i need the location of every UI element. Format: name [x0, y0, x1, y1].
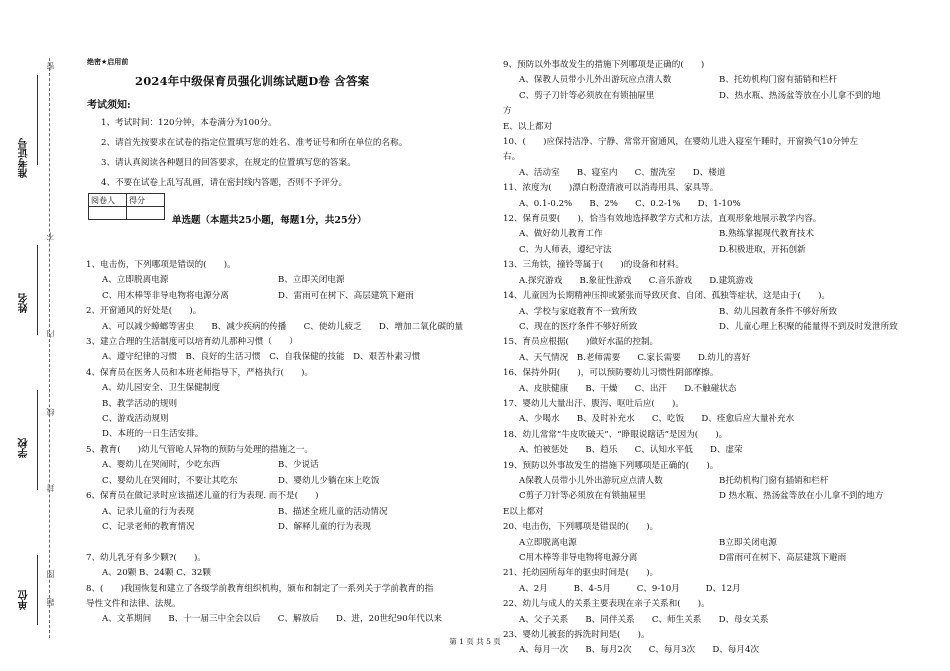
option-text: B.熟练掌握现代教育技术 [719, 229, 814, 240]
option-row: C、游戏活动规则 [102, 414, 169, 425]
question-line: 22、幼儿与成人的关系主要表现在亲子关系和( )。 [503, 599, 710, 610]
option-text: A、学校与家庭教育不一致所致 [519, 306, 637, 317]
unit-field-line[interactable] [37, 555, 39, 625]
question-line: 21、托幼园所每年的驱虫时间是( )。 [503, 568, 659, 579]
page-footer: 第 1 页 共 5 页 [449, 637, 501, 646]
right-question-column [503, 58, 898, 659]
option-row: A、天气情况 B.老师需要 C.家长需要 D.幼儿的喜好 [519, 352, 751, 363]
question-line: 12、保育员要( )，恰当有效地选择教学方式和方法，直观形象地展示教学内容。 [503, 214, 822, 225]
margin-tick: 内 [46, 330, 55, 338]
option-text: A、婴幼儿在哭闹时，少吃东西 [102, 460, 220, 471]
option-text: D、雷雨可在树下、高层建筑下避雨 [278, 290, 414, 301]
option-text: A、记录儿童的行为表现 [102, 506, 195, 517]
notice-heading: 考试须知: [87, 100, 131, 111]
option-row [503, 243, 898, 258]
option-row [503, 305, 898, 320]
question-line: 9、预防以外事故发生的措施下列哪项是正确的( ) [503, 60, 705, 70]
notice-list [101, 113, 407, 193]
score-table [88, 193, 165, 220]
question-line: 18、幼儿常常“牛皮吹破天”、“睁眼说瞎话”是因为( )。 [503, 429, 728, 440]
option-text: C、为人师表，遵纪守法 [519, 244, 612, 255]
option-text: D、儿童心理上积聚的能量得不到及时发泄所致 [719, 321, 898, 332]
option-text: D、解释儿童的行为表现 [278, 521, 371, 532]
option-text: A、立即脱离电源 [102, 275, 169, 286]
option-text: D.积极进取，开拓创新 [719, 244, 806, 255]
notice-item: 4、不要在试卷上乱写乱画，请在密封线内答题，否则不予评分。 [101, 178, 348, 188]
question-line: 17、婴幼儿大量出汗、腹泻、呕吐后应( )。 [503, 398, 684, 409]
question-line: 1、电击伤，下列哪项是错误的( )。 [86, 260, 236, 270]
exam-number-field-line[interactable] [37, 75, 39, 165]
binding-dashed-line [49, 58, 50, 638]
question-line: 16、保持外阴( )，可以预防婴幼儿习惯性阴部摩擦。 [503, 368, 719, 379]
option-text: A、保教人员带小儿外出游玩应点清人数 [519, 75, 672, 86]
option-row: A、2月 B、4-5月 C、9-10月 D、12月 [519, 583, 741, 594]
option-text: A保教人员带小儿外出游玩应点清人数 [519, 475, 663, 486]
option-text: C、现在的医疗条件不够好所致 [519, 321, 638, 332]
option-row [503, 227, 898, 242]
section-heading: 单选题（本题共25小题，每题1分，共25分） [172, 215, 367, 226]
margin-tick: 题 [46, 598, 55, 606]
option-row [503, 320, 898, 335]
margin-label-school: 学校 [19, 438, 30, 458]
option-row: A、父子关系 B、同伴关系 C、师生关系 D、母女关系 [519, 614, 769, 625]
grader-cell[interactable] [89, 207, 127, 220]
option-row [503, 489, 898, 504]
school-field-line[interactable] [37, 390, 39, 490]
question-line: E、以上都对 [503, 121, 553, 132]
option-row: A.探究游戏 B.象征性游戏 C.音乐游戏 D.建筑游戏 [519, 275, 753, 286]
option-text: D、婴幼儿少躺在床上吃饭 [278, 475, 380, 486]
option-row [86, 520, 463, 535]
option-row [503, 474, 898, 489]
option-text: B、幼儿园教育条件不够好所致 [719, 306, 838, 317]
question-line: 7、幼儿乳牙有多少颗?( )。 [86, 552, 206, 563]
option-text: B、描述全班儿童的活动情况 [278, 506, 388, 517]
margin-tick: 封 [46, 484, 55, 492]
option-row: A、可以减少蟑螂等害虫 B、减少疾病的传播 C、使幼儿疲乏 D、增加二氧化碳的量 [102, 321, 464, 332]
secret-mark: 绝密★启用前 [87, 58, 129, 66]
option-row [503, 536, 898, 551]
notice-item: 2、请首先按要求在试卷的指定位置填写您的姓名、准考证号和所在单位的名称。 [101, 138, 408, 148]
question-line: 13、三角铁，撞铃等属于( )的设备和材料。 [503, 260, 684, 271]
score-table-grader-header: 阅卷人 [89, 194, 127, 207]
score-cell[interactable] [127, 207, 165, 220]
option-text: D雷雨可在树下、高层建筑下避雨 [719, 553, 847, 563]
question-line: 8、( )我国恢复和建立了各级学前教育组织机构，颁布和制定了一系列关于学前教育的指 [86, 583, 434, 594]
option-text: B立即关闭电源 [719, 537, 777, 548]
notice-item: 1、考试时间：120分钟，本卷满分为100分。 [101, 118, 277, 128]
option-row [86, 458, 463, 473]
option-row: A、每月一次 B、每月2次 C、每月3次 D、每月4次 [519, 645, 760, 656]
option-text: D 热水瓶、热汤盆等放在小儿拿不到的地方 [719, 491, 884, 502]
option-text: B、少说话 [278, 460, 319, 471]
question-line [86, 535, 463, 550]
option-text: D、热水瓶、热汤盆等放在小儿拿不到的地 [719, 90, 881, 101]
option-row: A、幼儿园安全、卫生保健制度 [102, 383, 220, 394]
question-line: 2、开窗通风的好处是( )。 [86, 306, 202, 317]
option-row: A、怕被惩处 B、趋乐 C、认知水平低 D、虚荣 [519, 445, 743, 456]
question-line: 右。 [503, 152, 521, 163]
option-text: C、婴幼儿在哭闹时，不要让其吃东 [102, 475, 238, 486]
question-line: 20、电击伤，下列哪项是错误的( )。 [503, 522, 659, 533]
option-row [86, 474, 463, 489]
option-row [86, 273, 463, 288]
question-line: 23、婴幼儿被套的拆洗时间是( )。 [503, 630, 650, 641]
option-row: A、皮肤健康 B、干燥 C、出汗 D.不触碰状态 [519, 383, 737, 394]
margin-tick: 线 [46, 408, 55, 416]
question-line: 6、保育员在做记录时应该描述儿童的行为表现. 而不是( ) [86, 491, 319, 502]
notice-item: 3、请认真阅读各种题目的回答要求，在规定的位置填写您的答案。 [101, 158, 356, 168]
question-line: E以上都对 [503, 506, 544, 517]
option-text: A立即脱离电源 [519, 537, 577, 548]
question-line: 5、教育( )幼儿气管呛人异物的预防与处理的措施之一。 [86, 444, 314, 455]
question-line: 4、保育员在医务人员和本班老师指导下，严格执行( )。 [86, 367, 314, 378]
option-row [503, 89, 898, 104]
name-field-line[interactable] [37, 245, 39, 335]
question-line: 方 [503, 106, 512, 117]
option-text: C、记录老师的教育情况 [102, 521, 195, 532]
page-title: 2024年中级保育员强化训练试题D卷 含答案 [135, 74, 370, 88]
option-row: A、0.1-0.2% B、2% C、0.2-1% D、1-10% [519, 198, 741, 209]
question-line: 11、浓度为( )漂白粉澄清液可以消毒用具、家具等。 [503, 183, 719, 194]
left-question-column [86, 258, 463, 628]
option-row [86, 289, 463, 304]
question-line: 14、儿童因为长期精神压抑或紧张而导致厌食、自闭、孤独等症状，这是由于( )。 [503, 291, 831, 302]
option-row [503, 551, 898, 566]
option-row: A、少喝水 B、及时补充水 C、吃饭 D、痊愈后应大量补充水 [519, 414, 795, 425]
option-text: C、用木棒等非导电物将电源分离 [102, 290, 229, 301]
option-text: C用木棒等非导电物将电源分离 [519, 553, 638, 563]
margin-tick: 图 [46, 570, 55, 578]
option-text: C、剪子刀针等必须放在有锁抽屉里 [519, 90, 655, 101]
margin-label-name: 姓名 [19, 293, 30, 313]
option-row: A、文革期间 B、十一届三中全会以后 C、解放后 D、进，20世纪90年代以来 [102, 614, 443, 625]
question-line: 15、育员应根据( )做好水温的控制。 [503, 337, 659, 348]
option-row: A、遵守纪律的习惯 B、良好的生活习惯 C、自我保健的技能 D、艰苦朴素习惯 [102, 352, 421, 363]
option-row: D、本班的一日生活安排。 [102, 429, 204, 440]
question-line: 19、预防以外事故发生的措施下列哪项是正确的( )。 [503, 460, 719, 471]
option-text: B托幼机构门窗有插销和栏杆 [719, 475, 829, 486]
option-row: A、20颗 B、24颗 C、32颗 [102, 568, 211, 579]
question-line: 10、( )应保持洁净、宁静、常常开窗通风，在婴幼儿进入寝室午睡时，开窗换气10分钟左 [503, 137, 859, 148]
option-text: C剪子刀针等必须放在有锁抽屉里 [519, 491, 646, 502]
option-row [503, 73, 898, 88]
option-row: A、活动室 B、寝室内 C、盥洗室 D、楼道 [519, 167, 726, 178]
question-line: 3、建立合理的生活制度可以培育幼儿那种习惯（ ） [86, 337, 298, 348]
question-line: 导性文件和法律、法规。 [86, 598, 181, 609]
option-text: A、做好幼儿教育工作 [519, 229, 603, 240]
margin-label-exam-number: 准考证号 [19, 138, 30, 178]
option-row: B、教学活动的规则 [102, 398, 178, 409]
option-row [86, 505, 463, 520]
margin-tick: 密 [46, 62, 55, 70]
option-text: B、托幼机构门窗有插销和栏杆 [719, 75, 838, 86]
margin-tick: 不 [46, 232, 55, 240]
margin-label-unit: 单位 [19, 590, 30, 610]
score-table-score-header: 得分 [127, 194, 165, 207]
option-text: B、立即关闭电源 [278, 275, 345, 286]
